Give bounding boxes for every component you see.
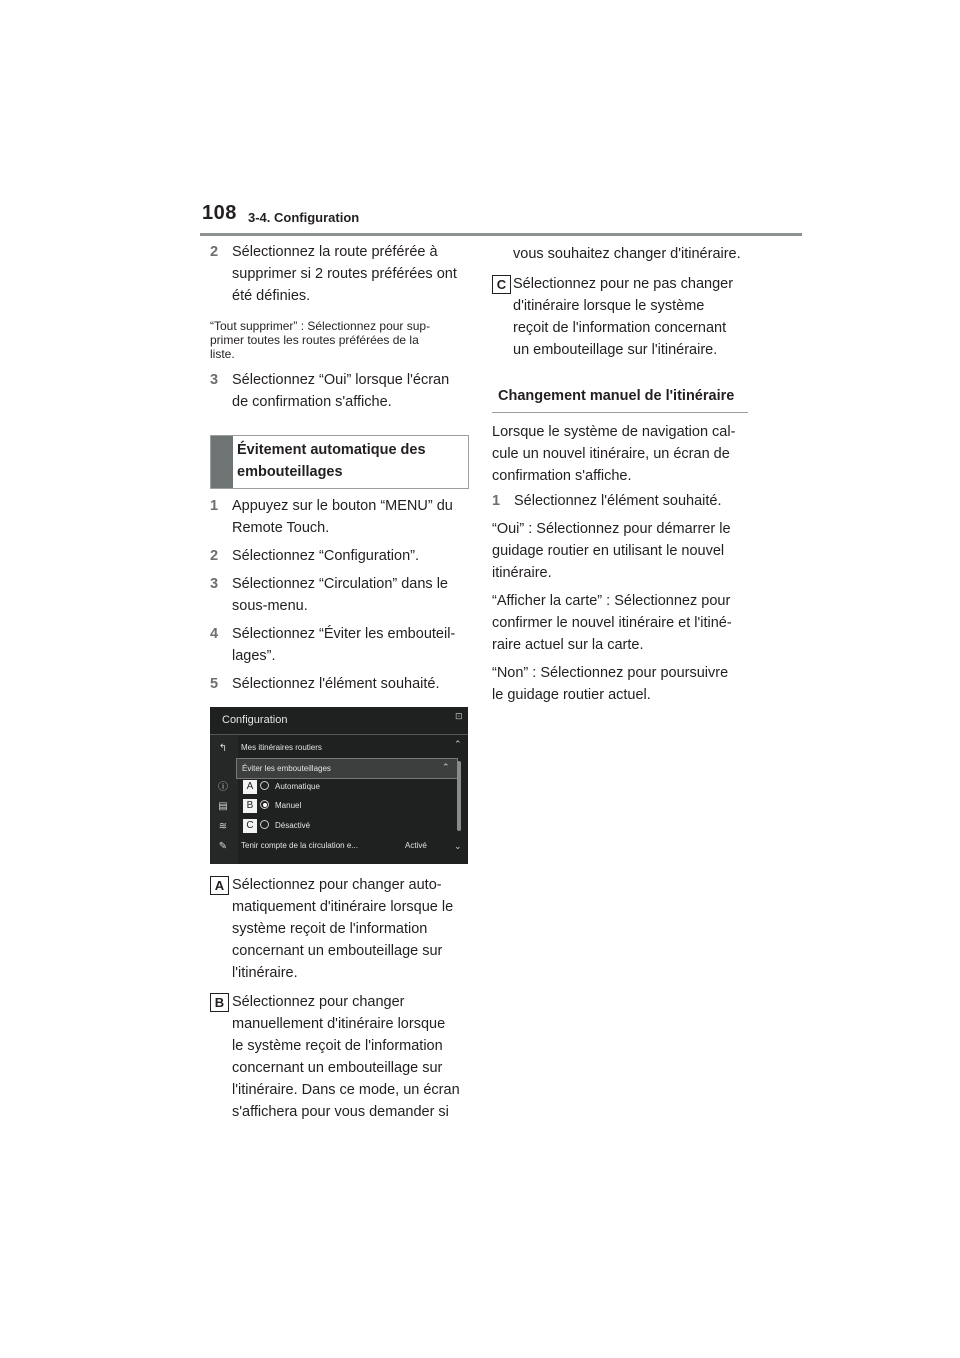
item-b-text: concernant un embouteillage sur [232, 1060, 443, 1076]
item-c-text: d'itinéraire lorsque le système [513, 298, 705, 314]
scroll-up-icon[interactable]: ⌃ [454, 739, 462, 749]
list-icon[interactable]: ▤ [218, 801, 228, 812]
chevron-up-icon[interactable]: ⌃ [442, 762, 450, 772]
heading-manual-change [492, 388, 748, 413]
option-label: Manuel [275, 801, 302, 810]
step-text: Sélectionnez l'élément souhaité. [232, 676, 440, 692]
step-text: de confirmation s'affiche. [232, 394, 392, 410]
callout-b: B [242, 798, 258, 814]
intro-text: cule un nouvel itinéraire, un écran de [492, 446, 730, 462]
section-title: 3-4. Configuration [248, 210, 360, 225]
item-a-text: concernant un embouteillage sur [232, 943, 443, 959]
step-text: Sélectionnez “Éviter les embouteil- [232, 626, 456, 642]
menu-my-routes[interactable]: Mes itinéraires routiers [241, 743, 322, 752]
item-b-continued: vous souhaitez changer d'itinéraire. [513, 246, 741, 262]
header-rule [200, 233, 802, 236]
heading-text: embouteillages [237, 464, 343, 480]
step-text: Sélectionnez la route préférée à [232, 244, 438, 260]
step-number: 2 [210, 548, 219, 564]
note-delete-all: liste. [210, 347, 235, 361]
item-b-text: Sélectionnez pour changer [232, 994, 405, 1010]
option-oui-text: guidage routier en utilisant le nouvel [492, 543, 725, 559]
heading-text: Évitement automatique des [237, 442, 426, 458]
scroll-down-icon[interactable]: ⌄ [454, 841, 462, 851]
option-manual[interactable] [260, 796, 301, 815]
heading-auto-avoid [210, 435, 469, 489]
menu-avoid-traffic[interactable]: Éviter les embouteillages [236, 758, 458, 779]
step-number: 3 [210, 576, 219, 592]
option-label: Désactivé [275, 821, 311, 830]
navigation-screen [210, 707, 468, 864]
radio-automatic[interactable] [260, 781, 269, 790]
label-a: A [210, 876, 229, 895]
label-c: C [492, 275, 511, 294]
option-non-text: “Non” : Sélectionnez pour poursuivre [492, 665, 729, 681]
screen-corner-icon: ⊡ [455, 711, 463, 721]
label-b: B [210, 993, 229, 1012]
item-b-text: s'affichera pour vous demander si [232, 1104, 449, 1120]
screen-divider [210, 734, 468, 735]
step-number: 5 [210, 676, 219, 692]
step-text: Sélectionnez “Circulation” dans le [232, 576, 448, 592]
page-number: 108 [202, 202, 237, 224]
item-a-text: l'itinéraire. [232, 965, 298, 981]
step-text: supprimer si 2 routes préférées ont [232, 266, 457, 282]
callout-c: C [242, 818, 258, 834]
radio-manual[interactable] [260, 800, 269, 809]
step-text: lages”. [232, 648, 276, 664]
note-delete-all: “Tout supprimer” : Sélectionnez pour sup- [210, 319, 431, 333]
screen-title: Configuration [222, 714, 288, 726]
option-non-text: le guidage routier actuel. [492, 687, 651, 703]
step-text: Sélectionnez “Configuration”. [232, 548, 419, 564]
option-carte-text: raire actuel sur la carte. [492, 637, 644, 653]
option-label: Automatique [275, 782, 320, 791]
route-settings-icon[interactable]: ↰ [218, 743, 228, 754]
info-icon[interactable]: ⓘ [218, 782, 228, 793]
step-text: Remote Touch. [232, 520, 330, 536]
item-a-text: système reçoit de l'information [232, 921, 428, 937]
intro-text: confirmation s'affiche. [492, 468, 632, 484]
option-oui-text: “Oui” : Sélectionnez pour démarrer le [492, 521, 731, 537]
edit-icon[interactable]: ✎ [218, 841, 228, 852]
step-text: Appuyez sur le bouton “MENU” du [232, 498, 453, 514]
callout-a: A [242, 779, 258, 795]
note-delete-all: primer toutes les routes préférées de la [210, 333, 419, 347]
step-number: 1 [492, 493, 501, 509]
item-c-text: un embouteillage sur l'itinéraire. [513, 342, 718, 358]
menu-traffic[interactable]: Tenir compte de la circulation e... [241, 841, 358, 850]
item-b-text: l'itinéraire. Dans ce mode, un écran [232, 1082, 460, 1098]
step-text: Sélectionnez “Oui” lorsque l'écran [232, 372, 450, 388]
traffic-icon[interactable]: ≋ [218, 821, 228, 832]
step-number: 2 [210, 244, 219, 260]
option-carte-text: “Afficher la carte” : Sélectionnez pour [492, 593, 731, 609]
item-a-text: matiquement d'itinéraire lorsque le [232, 899, 454, 915]
option-carte-text: confirmer le nouvel itinéraire et l'itiné- [492, 615, 732, 631]
item-b-text: le système reçoit de l'information [232, 1038, 443, 1054]
step-number: 3 [210, 372, 219, 388]
heading-bar [211, 436, 233, 488]
traffic-value: Activé [405, 841, 427, 850]
item-c-text: reçoit de l'information concernant [513, 320, 727, 336]
heading-text: Changement manuel de l'itinéraire [498, 388, 735, 404]
option-oui-text: itinéraire. [492, 565, 552, 581]
radio-off[interactable] [260, 820, 269, 829]
item-c-text: Sélectionnez pour ne pas changer [513, 276, 734, 292]
step-text: Sélectionnez l'élément souhaité. [514, 493, 722, 509]
option-automatic[interactable] [260, 777, 320, 796]
item-a-text: Sélectionnez pour changer auto- [232, 877, 442, 893]
item-b-text: manuellement d'itinéraire lorsque [232, 1016, 446, 1032]
scrollbar[interactable] [457, 761, 461, 831]
step-number: 1 [210, 498, 219, 514]
intro-text: Lorsque le système de navigation cal- [492, 424, 736, 440]
step-text: été définies. [232, 288, 311, 304]
step-number: 4 [210, 626, 219, 642]
option-off[interactable] [260, 816, 310, 835]
step-text: sous-menu. [232, 598, 308, 614]
